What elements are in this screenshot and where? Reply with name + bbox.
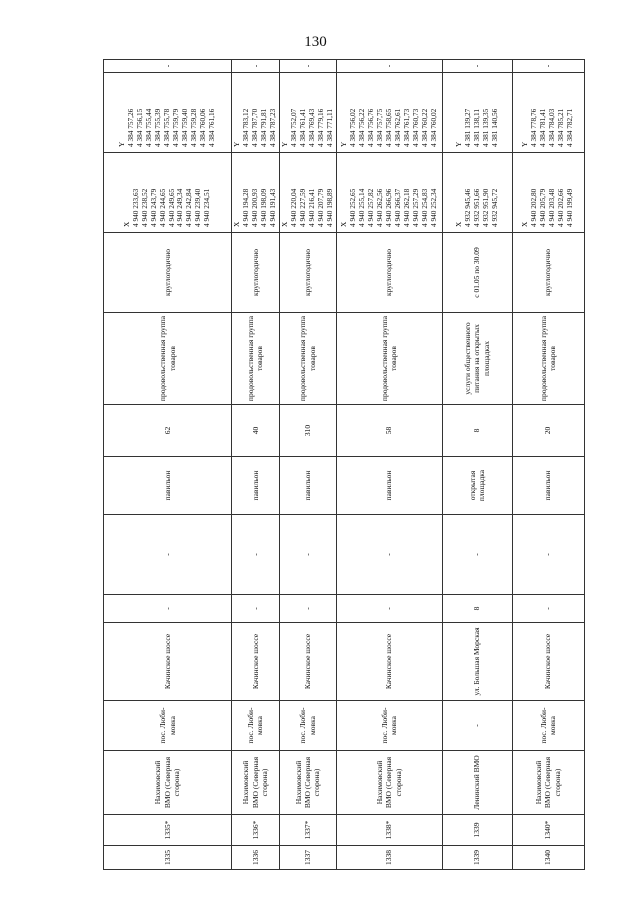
coordinate-value: Y (117, 141, 127, 147)
coordinate-value: Y (338, 141, 348, 147)
coordinate-value: 4 384 785,21 (556, 108, 566, 147)
table-row (336, 60, 442, 870)
cell-tail: - (336, 60, 442, 73)
coords-x-cell (232, 153, 280, 233)
coordinate-value: 4 932 945,72 (489, 188, 499, 227)
cell-district: Нахимовский ВМО (Северная сторона) (279, 751, 336, 815)
coordinate-value: 4 384 779,16 (315, 108, 325, 147)
coordinate-value: 4 940 262,18 (401, 188, 411, 227)
cell-loc-no: 1337* (279, 815, 336, 846)
cell-period: круглогодично (104, 233, 232, 313)
table-row (232, 60, 280, 870)
coordinate-value: X (453, 221, 463, 227)
coords-y-cell (442, 73, 512, 153)
coordinate-value: 4 940 266,37 (392, 188, 402, 227)
coordinate-value: 4 940 207,79 (315, 188, 325, 227)
coordinate-value: 4 940 238,52 (139, 188, 149, 227)
cell-street: Качинское шоссе (512, 623, 584, 701)
coordinate-value: 4 384 787,70 (249, 108, 259, 147)
coordinate-value: 4 384 761,16 (206, 108, 216, 147)
coordinate-value: Y (232, 141, 241, 147)
coordinate-value: 4 384 760,22 (419, 108, 429, 147)
coordinate-value: 4 940 234,51 (202, 188, 212, 227)
coords-x-cell (442, 153, 512, 233)
cell-period: круглогодично (279, 233, 336, 313)
coordinate-value: 4 940 266,96 (383, 188, 393, 227)
coordinate-value: 4 384 760,02 (428, 108, 438, 147)
cell-specialization: продовольственная группа товаров (232, 313, 280, 405)
cell-extra: - (336, 515, 442, 595)
cell-loc-no: 1335* (104, 815, 232, 846)
coordinate-value: X (520, 221, 530, 227)
cell-no: 1340 (512, 846, 584, 870)
table-row (279, 60, 336, 870)
cell-no: 1337 (279, 846, 336, 870)
cell-specialization: услуги общественного питания на открытых площадках (442, 313, 512, 405)
coordinate-value: 4 940 203,48 (547, 188, 557, 227)
coords-x-cell (279, 153, 336, 233)
cell-area: 40 (232, 405, 280, 457)
coordinate-value: 4 384 756,22 (356, 108, 366, 147)
coordinate-value: 4 384 784,03 (547, 108, 557, 147)
coordinate-value: 4 940 262,56 (374, 188, 384, 227)
cell-settlement: пос. Люби-мовка (232, 701, 280, 751)
cell-loc-no: 1339 (442, 815, 512, 846)
cell-street: Качинское шоссе (279, 623, 336, 701)
cell-district: Нахимовский ВМО (Северная сторона) (104, 751, 232, 815)
coordinate-value: X (338, 221, 348, 227)
coordinate-value: 4 940 198,89 (324, 188, 334, 227)
cell-period: круглогодично (232, 233, 280, 313)
coordinate-value: 4 940 254,83 (419, 188, 429, 227)
coordinate-value: 4 384 782,71 (565, 108, 575, 147)
cell-extra: - (442, 515, 512, 595)
coordinate-value: 4 381 139,27 (462, 108, 472, 147)
coordinate-value: 4 384 755,78 (162, 108, 172, 147)
coordinate-value: 4 384 760,06 (197, 108, 207, 147)
cell-district: Нахимовский ВМО (Северная сторона) (512, 751, 584, 815)
coordinate-value: Y (453, 141, 463, 147)
coordinate-value: 4 932 951,90 (480, 188, 490, 227)
cell-settlement: пос. Люби-мовка (336, 701, 442, 751)
cell-area: 310 (279, 405, 336, 457)
coordinate-value: 4 940 199,49 (565, 188, 575, 227)
coordinate-value: 4 384 761,41 (297, 108, 307, 147)
cell-type: открытая площадка (442, 457, 512, 515)
coords-y-cell (336, 73, 442, 153)
cell-street: Качинское шоссе (232, 623, 280, 701)
coords-y-cell (232, 73, 280, 153)
coordinate-value: Y (279, 141, 289, 147)
cell-house: 8 (442, 595, 512, 623)
coordinate-value: 4 384 755,39 (153, 108, 163, 147)
coordinate-value: 4 940 233,63 (130, 188, 140, 227)
coordinate-value: 4 940 227,59 (297, 188, 307, 227)
coordinate-value: 4 384 781,41 (538, 108, 548, 147)
coordinate-value: 4 940 205,79 (538, 188, 548, 227)
cell-tail: - (232, 60, 280, 73)
cell-district: Нахимовский ВМО (Северная сторона) (232, 751, 280, 815)
cell-district: Ленинский ВМО (442, 751, 512, 815)
coordinate-value: 4 384 771,11 (324, 108, 334, 147)
cell-loc-no: 1338* (336, 815, 442, 846)
coordinate-value: 4 384 756,15 (135, 108, 145, 147)
coordinate-value: 4 384 791,81 (258, 108, 268, 147)
cell-tail: - (279, 60, 336, 73)
table-row (442, 60, 512, 870)
coordinate-value: 4 940 243,79 (148, 188, 158, 227)
cell-type: павильон (232, 457, 280, 515)
coordinate-value: Y (520, 141, 530, 147)
cell-loc-no: 1336* (232, 815, 280, 846)
coordinate-value: 4 940 202,66 (556, 188, 566, 227)
coordinate-value: 4 940 255,14 (356, 188, 366, 227)
coords-y-cell (104, 73, 232, 153)
coordinate-value: 4 940 249,34 (175, 188, 185, 227)
cell-house: - (104, 595, 232, 623)
coordinate-value: 4 384 759,79 (170, 108, 180, 147)
coordinate-value: 4 384 755,44 (144, 108, 154, 147)
cell-loc-no: 1340* (512, 815, 584, 846)
coordinate-value: 4 384 757,26 (126, 108, 136, 147)
coordinate-value: 4 384 769,43 (306, 108, 316, 147)
cell-period: с 01.05 по 30.09 (442, 233, 512, 313)
cell-area: 58 (336, 405, 442, 457)
coordinate-value: 4 384 783,12 (240, 108, 250, 147)
cell-settlement: - (442, 701, 512, 751)
cell-specialization: продовольственная группа товаров (336, 313, 442, 405)
cell-area: 62 (104, 405, 232, 457)
cell-period: круглогодично (512, 233, 584, 313)
cell-street: Качинское шоссе (104, 623, 232, 701)
coordinate-value: 4 384 762,61 (392, 108, 402, 147)
coordinate-value: 4 384 760,73 (410, 108, 420, 147)
coordinate-value: 4 940 257,82 (365, 188, 375, 227)
cell-tail: - (512, 60, 584, 73)
cell-area: 8 (442, 405, 512, 457)
table-row (512, 60, 584, 870)
coordinate-value: 4 940 220,04 (288, 188, 298, 227)
cell-house: - (512, 595, 584, 623)
cell-area: 20 (512, 405, 584, 457)
table-row (104, 60, 232, 870)
coordinate-value: 4 940 198,09 (258, 188, 268, 227)
coords-x-cell (336, 153, 442, 233)
cell-type: павильон (512, 457, 584, 515)
cell-specialization: продовольственная группа товаров (512, 313, 584, 405)
cell-extra: - (104, 515, 232, 595)
coordinate-value: 4 940 194,28 (240, 188, 250, 227)
coordinate-value: 4 384 761,73 (401, 108, 411, 147)
coordinate-value: 4 932 951,66 (471, 188, 481, 227)
cell-specialization: продовольственная группа товаров (279, 313, 336, 405)
cell-no: 1335 (104, 846, 232, 870)
coordinate-value: 4 384 787,23 (267, 108, 277, 147)
cell-no: 1336 (232, 846, 280, 870)
cell-street: ул. Большая Морская (442, 623, 512, 701)
coordinate-value: 4 384 756,76 (365, 108, 375, 147)
cell-house: - (336, 595, 442, 623)
coordinate-value: 4 381 138,11 (471, 108, 481, 147)
cell-extra: - (512, 515, 584, 595)
coordinate-value: 4 384 757,75 (374, 108, 384, 147)
coordinate-value: 4 384 759,28 (188, 108, 198, 147)
page-number: 130 (304, 34, 327, 50)
coords-y-cell (279, 73, 336, 153)
coordinate-value: X (232, 221, 241, 227)
cell-tail: - (442, 60, 512, 73)
coordinate-value: 4 940 191,43 (267, 188, 277, 227)
coordinate-value: 4 381 140,56 (489, 108, 499, 147)
coordinate-value: 4 384 758,65 (383, 108, 393, 147)
coordinate-value: 4 940 244,65 (157, 188, 167, 227)
coordinate-value: 4 932 945,46 (462, 188, 472, 227)
cell-specialization: продовольственная группа товаров (104, 313, 232, 405)
cell-settlement: пос. Люби-мовка (279, 701, 336, 751)
cell-period: круглогодично (336, 233, 442, 313)
coordinate-value: 4 384 759,40 (179, 108, 189, 147)
cell-type: павильон (279, 457, 336, 515)
coords-y-cell (512, 73, 584, 153)
coordinate-value: 4 940 257,29 (410, 188, 420, 227)
cell-type: павильон (336, 457, 442, 515)
coordinate-value: 4 940 216,41 (306, 188, 316, 227)
rotated-table-wrapper (103, 60, 585, 870)
locations-table (103, 59, 585, 870)
coordinate-value: 4 940 249,65 (166, 188, 176, 227)
coords-x-cell (104, 153, 232, 233)
cell-settlement: пос. Люби-мовка (512, 701, 584, 751)
coordinate-value: 4 940 252,34 (428, 188, 438, 227)
coordinate-value: 4 381 139,35 (480, 108, 490, 147)
coordinate-value: 4 940 242,84 (184, 188, 194, 227)
coordinate-value: 4 940 202,80 (529, 188, 539, 227)
coordinate-value: 4 940 200,93 (249, 188, 259, 227)
coords-x-cell (512, 153, 584, 233)
coordinate-value: 4 384 756,02 (347, 108, 357, 147)
cell-no: 1339 (442, 846, 512, 870)
cell-settlement: пос. Люби-мовка (104, 701, 232, 751)
cell-type: павильон (104, 457, 232, 515)
coordinate-value: X (121, 221, 131, 227)
cell-house: - (279, 595, 336, 623)
coordinate-value: X (279, 221, 289, 227)
coordinate-value: 4 384 778,76 (529, 108, 539, 147)
coordinate-value: 4 384 752,07 (288, 108, 298, 147)
coordinate-value: 4 940 252,65 (347, 188, 357, 227)
cell-no: 1338 (336, 846, 442, 870)
cell-extra: - (232, 515, 280, 595)
table-body (104, 60, 585, 870)
cell-extra: - (279, 515, 336, 595)
cell-street: Качинское шоссе (336, 623, 442, 701)
cell-district: Нахимовский ВМО (Северная сторона) (336, 751, 442, 815)
cell-tail: - (104, 60, 232, 73)
cell-house: - (232, 595, 280, 623)
coordinate-value: 4 940 239,40 (193, 188, 203, 227)
